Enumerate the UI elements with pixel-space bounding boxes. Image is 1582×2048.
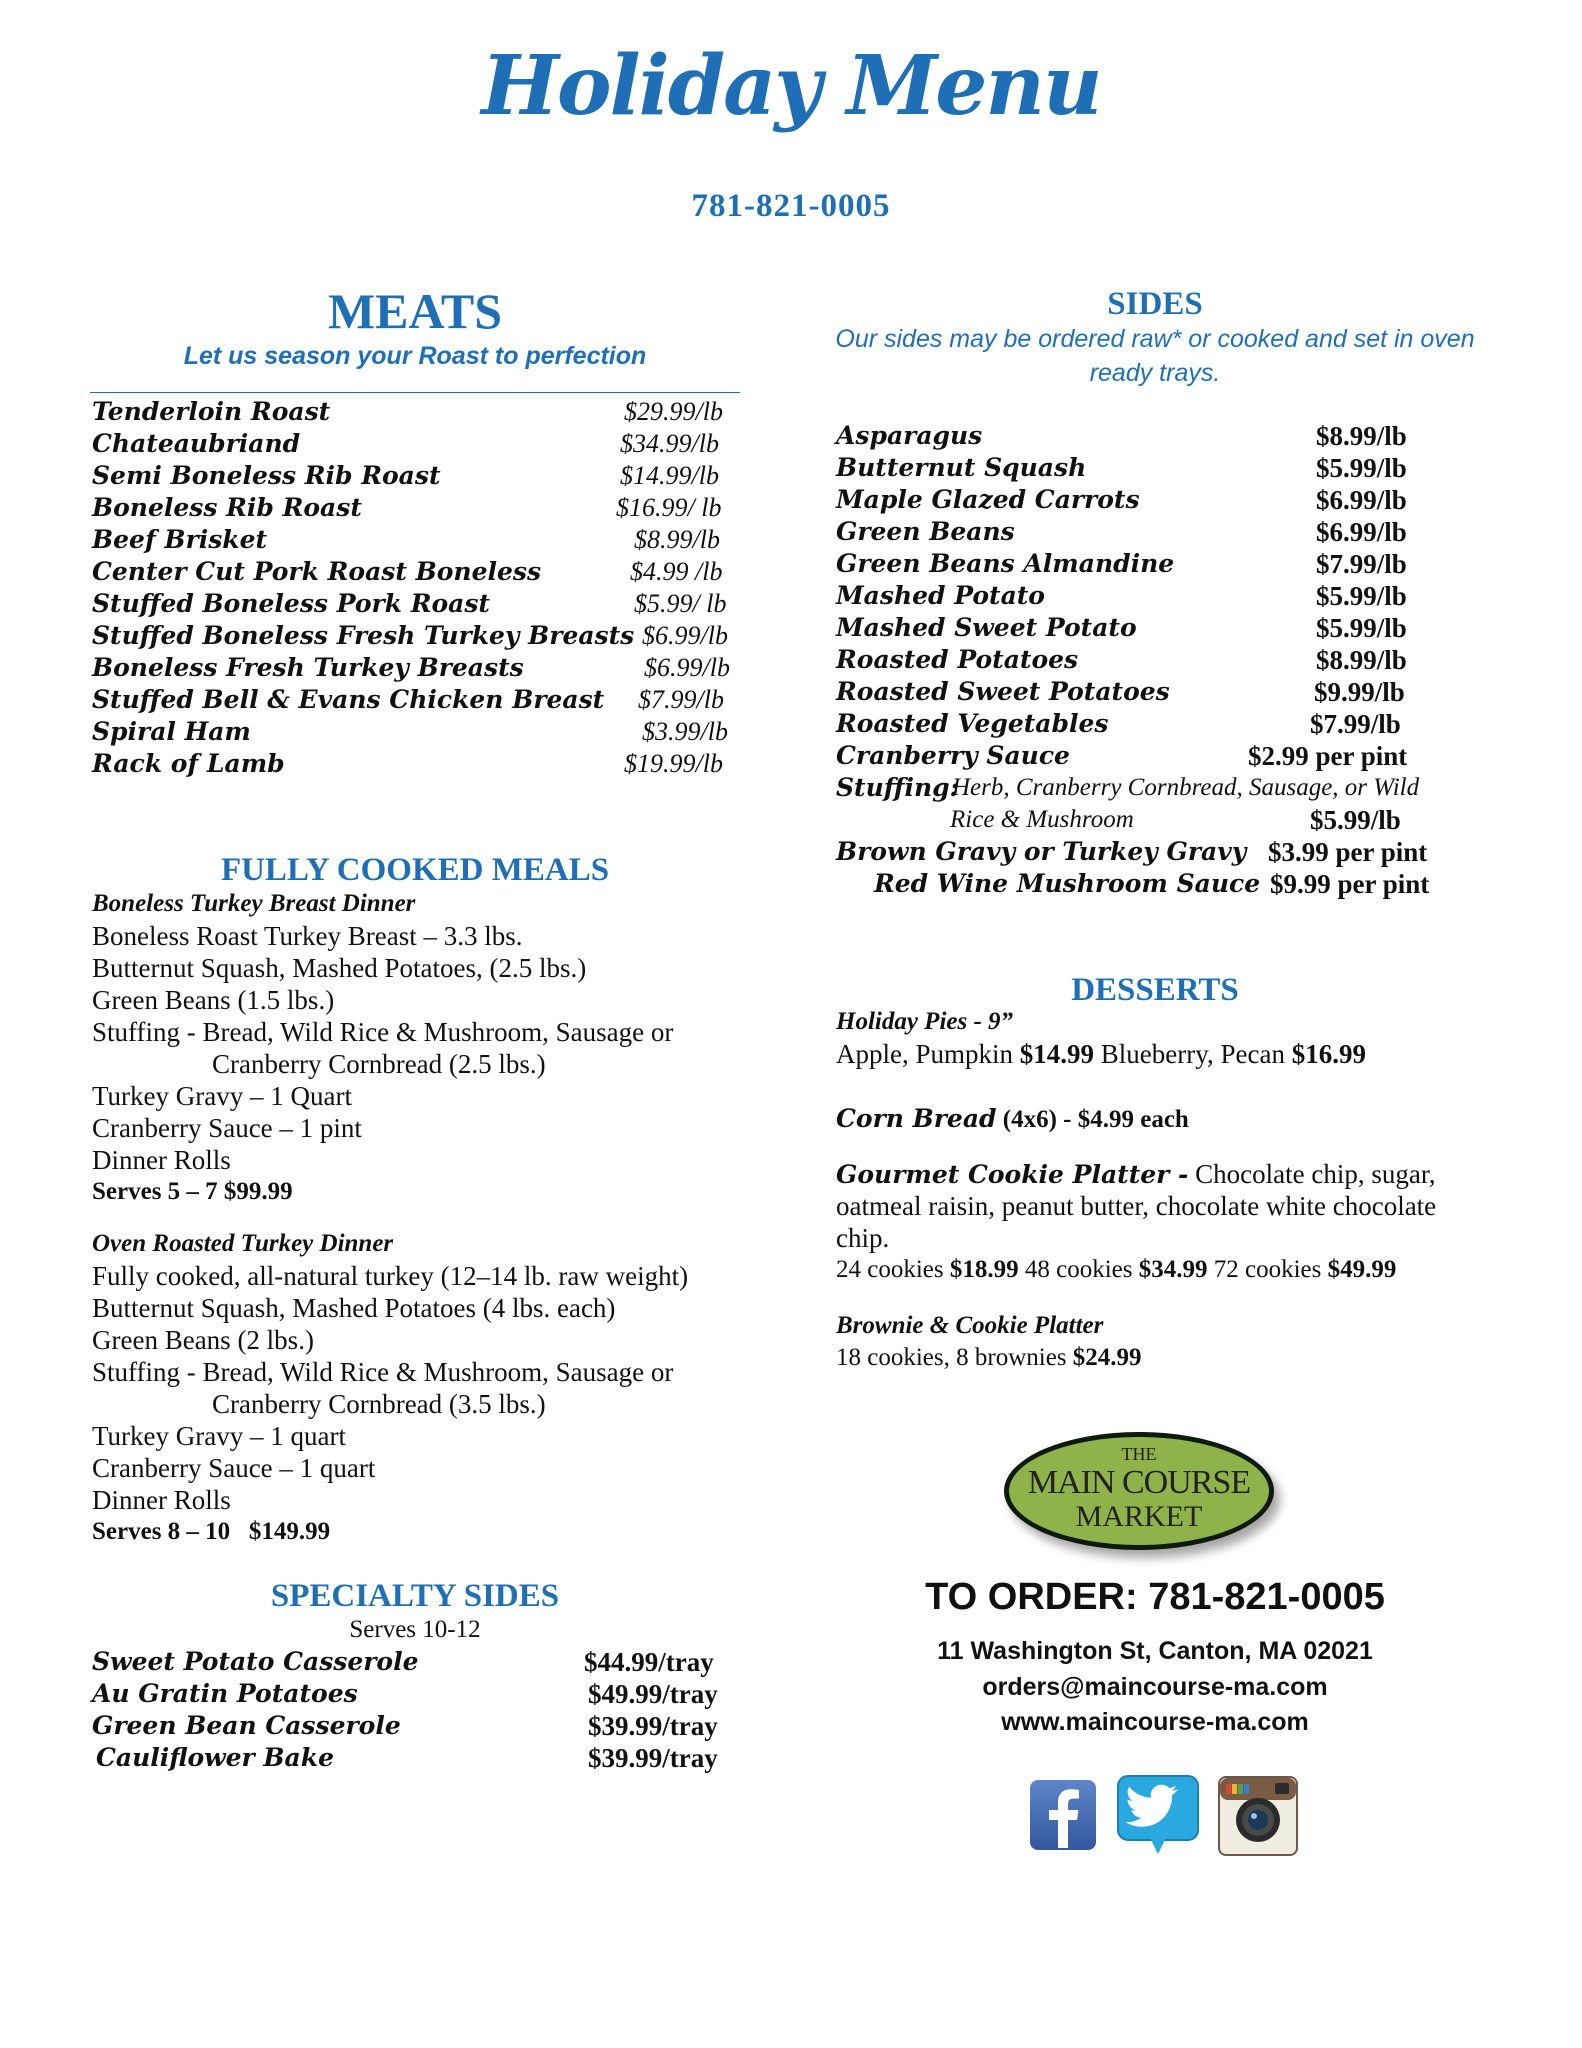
specialty-serves: Serves 10-12 — [349, 1616, 481, 1643]
facebook-glyph — [1030, 1780, 1096, 1850]
sides-note-1: Our sides may be ordered raw* or cooked and set in oven — [835, 325, 1475, 353]
logo-line-3: MARKET — [1075, 1500, 1203, 1533]
pies-line: Apple, Pumpkin $14.99 Blueberry, Pecan $16.99 — [836, 1039, 1366, 1069]
meal-2-line: Cranberry Cornbread (3.5 lbs.) — [212, 1389, 546, 1419]
meal-2-line: Green Beans (2 lbs.) — [92, 1325, 314, 1355]
meal-1-line: Stuffing - Bread, Wild Rice & Mushroom, Sausage or — [92, 1017, 674, 1047]
order-email[interactable]: orders@maincourse-ma.com — [982, 1673, 1328, 1701]
pies-title: Holiday Pies - 9” — [836, 1008, 1014, 1035]
meal-1-line: Green Beans (1.5 lbs.) — [92, 985, 335, 1015]
sides-heading: SIDES — [1107, 286, 1203, 322]
meal-2-line: Fully cooked, all-natural turkey (12–14 lb. raw weight) — [92, 1261, 689, 1291]
instagram-icon[interactable] — [1218, 1776, 1298, 1856]
meal-1-line: Dinner Rolls — [92, 1145, 231, 1175]
brownie-platter-line: 18 cookies, 8 brownies $24.99 — [836, 1344, 1142, 1371]
sides-note-2: ready trays. — [1089, 359, 1221, 387]
instagram-glyph — [1220, 1778, 1296, 1854]
facebook-icon[interactable] — [1030, 1780, 1096, 1850]
fully-cooked-heading: FULLY COOKED MEALS — [220, 852, 610, 888]
meal-2-line: Turkey Gravy – 1 quart — [92, 1421, 346, 1451]
meal-1-line: Boneless Roast Turkey Breast – 3.3 lbs. — [92, 921, 523, 951]
meats-divider — [90, 392, 740, 393]
logo — [1004, 1432, 1274, 1550]
meal-1-line: Turkey Gravy – 1 Quart — [92, 1081, 352, 1111]
brownie-platter-title: Brownie & Cookie Platter — [836, 1312, 1104, 1339]
desserts-heading: DESSERTS — [1071, 972, 1239, 1008]
logo-line-2: MAIN COURSE — [1027, 1464, 1251, 1501]
meal-1-line: Cranberry Cornbread (2.5 lbs.) — [212, 1049, 546, 1079]
specialty-heading: SPECIALTY SIDES — [270, 1578, 560, 1614]
meats-subtitle: Let us season your Roast to perfection — [183, 342, 647, 370]
order-website[interactable]: www.maincourse-ma.com — [1001, 1708, 1309, 1736]
header-phone: 781-821-0005 — [691, 188, 891, 224]
meal-2-line: Stuffing - Bread, Wild Rice & Mushroom, Sausage or — [92, 1357, 674, 1387]
twitter-icon[interactable] — [1116, 1774, 1200, 1856]
meal-2-line: Butternut Squash, Mashed Potatoes (4 lbs. each) — [92, 1293, 616, 1323]
meal-1-serves: Serves 5 – 7 $99.99 — [92, 1178, 293, 1205]
logo-line-1: THE — [1121, 1444, 1157, 1464]
cookie-platter-line-1: Gourmet Cookie Platter - Chocolate chip, sugar, — [836, 1159, 1436, 1189]
meal-2-line: Dinner Rolls — [92, 1485, 231, 1515]
meats-heading: MEATS — [327, 283, 503, 339]
meal-2-line: Cranberry Sauce – 1 quart — [92, 1453, 376, 1483]
twitter-glyph — [1116, 1774, 1200, 1856]
corn-bread-line: Corn Bread (4x6) - $4.99 each — [836, 1104, 1189, 1133]
page-title: Holiday Menu — [481, 38, 1101, 134]
meal-2-serves: Serves 8 – 10 $149.99 — [92, 1518, 331, 1545]
order-address: 11 Washington St, Canton, MA 02021 — [937, 1637, 1373, 1665]
order-heading: TO ORDER: 781-821-0005 — [925, 1576, 1385, 1618]
meal-2-title: Oven Roasted Turkey Dinner — [92, 1230, 394, 1257]
meal-1-title: Boneless Turkey Breast Dinner — [92, 890, 416, 917]
meal-1-line: Cranberry Sauce – 1 pint — [92, 1113, 362, 1143]
meal-1-line: Butternut Squash, Mashed Potatoes, (2.5 lbs.) — [92, 953, 587, 983]
cookie-platter-line-2: oatmeal raisin, peanut butter, chocolate white chocolate — [836, 1191, 1437, 1221]
cookie-platter-line-3: chip. — [836, 1223, 890, 1253]
cookie-platter-prices: 24 cookies $18.99 48 cookies $34.99 72 cookies $49.99 — [836, 1256, 1397, 1283]
